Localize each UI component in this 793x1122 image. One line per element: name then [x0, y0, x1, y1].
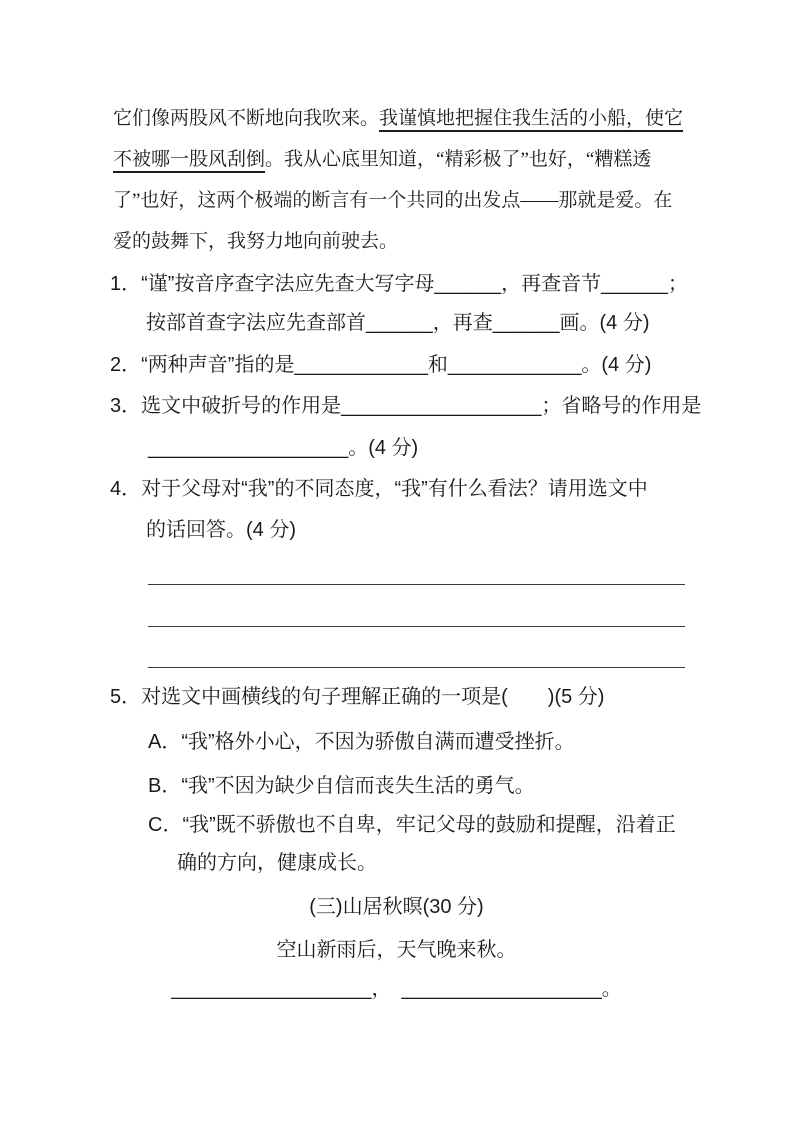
question-3-line-2: __________________。(4 分) — [148, 437, 419, 459]
passage-line-1 — [113, 98, 684, 139]
question-4-line-1: 4．对于父母对“我”的不同态度，“我”有什么看法？请用选文中 — [110, 478, 648, 500]
answer-line-2 — [148, 626, 685, 627]
question-2: 2．“两种声音”指的是____________和____________。(4 分) — [110, 354, 652, 376]
question-1-line-1: 1．“谨”按音序查字法应先查大写字母______，再查音节______； — [110, 273, 688, 295]
passage-underlined-text: 不被哪一股风刮倒 — [113, 149, 266, 170]
answer-line-3 — [148, 667, 685, 668]
question-1-line-2: 按部首查字法应先查部首______，再查______画。(4 分) — [146, 312, 650, 334]
passage-text: 它们像两股风不断地向我吹来。 — [113, 108, 380, 129]
passage-line-2 — [113, 139, 680, 180]
poem-answer-blanks: __________________， __________________。 — [171, 978, 622, 1000]
question-4-line-2: 的话回答。(4 分) — [146, 519, 296, 541]
question-5-option-c-line-1: C．“我”既不骄傲也不自卑，牢记父母的鼓励和提醒，沿着正 — [148, 814, 676, 836]
answer-line-1 — [148, 584, 685, 585]
question-5-option-c-line-2: 确的方向，健康成长。 — [177, 852, 377, 874]
section-heading: (三)山居秋暝(30 分) — [309, 896, 484, 918]
question-5-option-a: A．“我”格外小心，不因为骄傲自满而遭受挫折。 — [148, 731, 575, 753]
poem-line: 空山新雨后，天气晚来秋。 — [276, 939, 517, 961]
passage-line-4: 爱的鼓舞下，我努力地向前驶去。 — [113, 231, 399, 252]
passage-line-3: 了”也好，这两个极端的断言有一个共同的出发点——那就是爱。在 — [113, 190, 673, 211]
question-5: 5．对选文中画横线的句子理解正确的一项是( )(5 分) — [110, 686, 605, 708]
question-3-line-1: 3．选文中破折号的作用是__________________；省略号的作用是 — [110, 395, 702, 417]
passage-text: 。我从心底里知道，“精彩极了”也好，“糟糕透 — [265, 149, 652, 170]
question-5-option-b: B．“我”不因为缺少自信而丧失生活的勇气。 — [148, 775, 535, 797]
passage-underlined-text: 我谨慎地把握住我生活的小船，使它 — [379, 108, 684, 129]
